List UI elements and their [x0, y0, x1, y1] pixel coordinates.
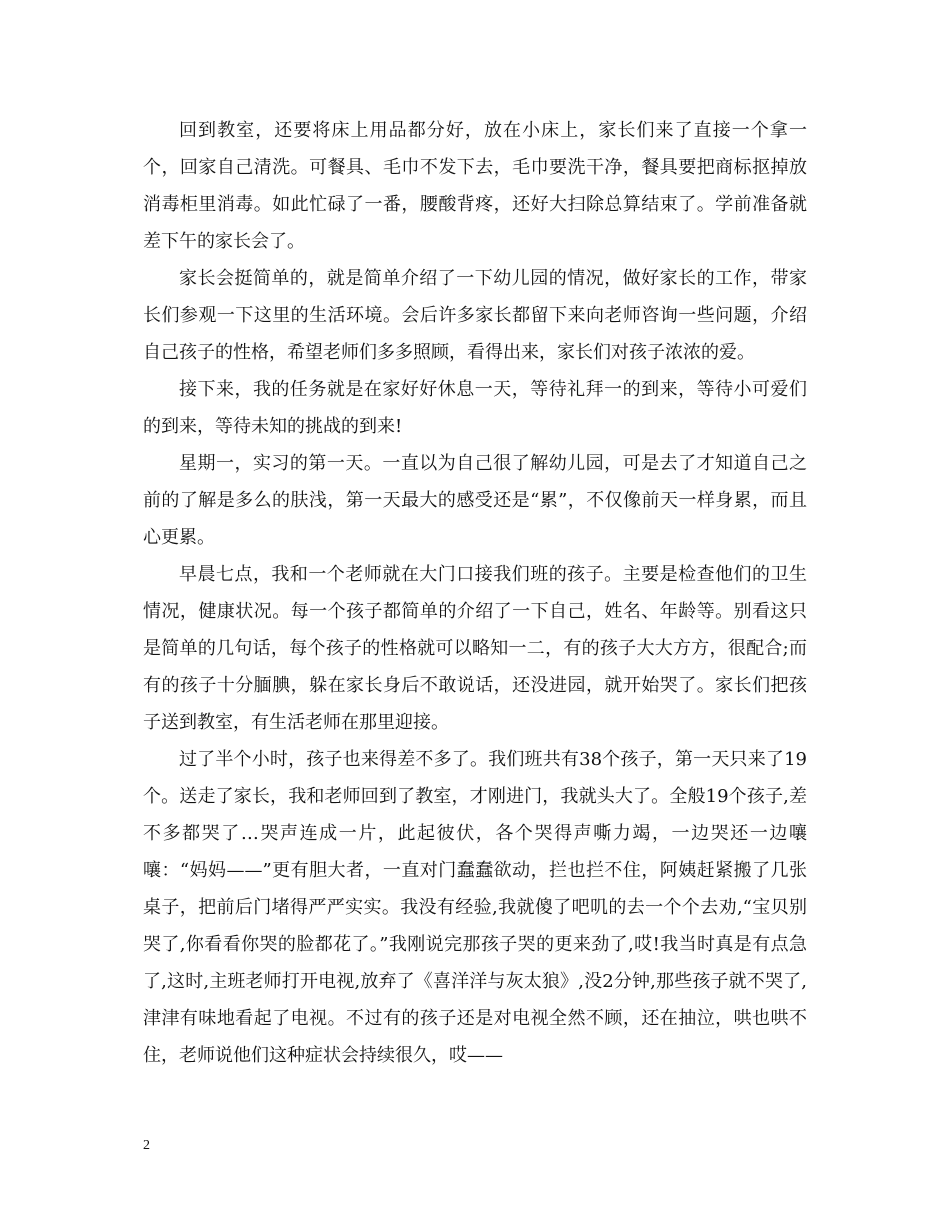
body-text [143, 112, 807, 1074]
paragraph: 星期一，实习的第一天。一直以为自己很了解幼儿园，可是去了才知道自己之前的了解是多么的肤浅，第一天最大的感受还是“累”，不仅像前天一样身累，而且心更累。 [143, 453, 807, 548]
paragraph: 回到教室，还要将床上用品都分好，放在小床上，家长们来了直接一个拿一个，回家自己清洗。可餐具、毛巾不发下去，毛巾要洗干净，餐具要把商标抠掉放消毒柜里消毒。如此忙碌了一番，腰酸背疼，还好大扫除总算结束了。学前准备就差下午的家长会了。 [143, 120, 807, 252]
page-number: 2 [143, 1138, 150, 1153]
paragraph: 过了半个小时，孩子也来得差不多了。我们班共有38个孩子，第一天只来了19个。送走了家长，我和老师回到了教室，才刚进门，我就头大了。全般19个孩子,差不多都哭了…哭声连成一片，此起彼伏，各个哭得声嘶力竭，一边哭还一边嚷嚷：“妈妈——”更有胆大者，一直对门蠢蠢欲动，拦也拦不住，阿姨赶紧搬了几张桌子，把前后门堵得严严实实。我没有经验,我就傻了吧叽的去一个个去劝,“宝贝别哭了,你看看你哭的脸都花了。”我刚说完那孩子哭的更来劲了,哎!我当时真是有点急了,这时,主班老师打开电视,放弃了《喜洋洋与灰太狼》,没2分钟,那些孩子就不哭了,津津有味地看起了电视。不过有的孩子还是对电视全然不顾，还在抽泣，哄也哄不住，老师说他们这种症状会持续很久，哎—— [143, 749, 807, 1066]
paragraph: 早晨七点，我和一个老师就在大门口接我们班的孩子。主要是检查他们的卫生情况，健康状况。每一个孩子都简单的介绍了一下自己，姓名、年龄等。别看这只是简单的几句话，每个孩子的性格就可以略知一二，有的孩子大大方方，很配合;而有的孩子十分腼腆，躲在家长身后不敢说话，还没进园，就开始哭了。家长们把孩子送到教室，有生活老师在那里迎接。 [143, 564, 807, 733]
paragraph: 家长会挺简单的，就是简单介绍了一下幼儿园的情况，做好家长的工作，带家长们参观一下这里的生活环境。会后许多家长都留下来向老师咨询一些问题，介绍自己孩子的性格，希望老师们多多照顾，看得出来，家长们对孩子浓浓的爱。 [143, 268, 807, 363]
paragraph: 接下来，我的任务就是在家好好休息一天，等待礼拜一的到来，等待小可爱们的到来，等待未知的挑战的到来! [143, 379, 807, 437]
